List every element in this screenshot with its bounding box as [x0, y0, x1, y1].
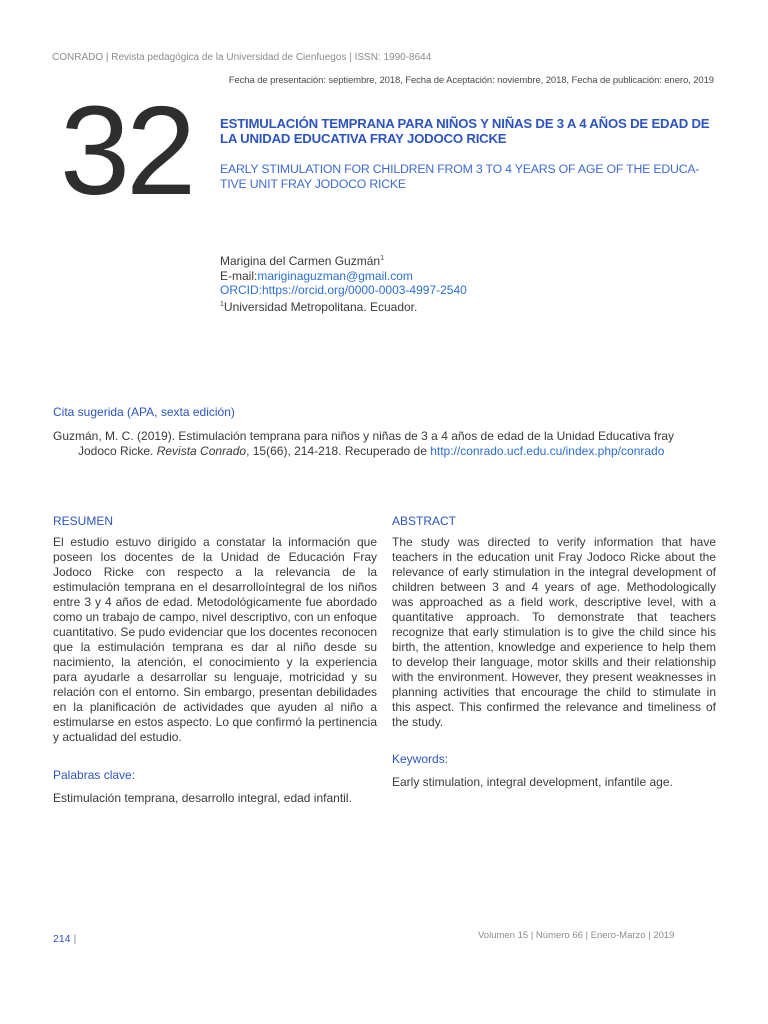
citation-text — [53, 429, 718, 459]
abstract-body: The study was directed to verify information that have teachers in the education unit Fray Jodoco Ricke about the relevance of early stimulation in the integral development of children between 3 and 4 years of age. Methodologically was approached as a field work, descriptive level, with a quantitative approach. To demonstrate that teachers recognize that early stimulation is to give the child since his birth, the attention, knowledge and experience to help them to develop their language, motor skills and their relationship with the environment. However, they present weaknesses in planning activities that encourage the child to stimulate in this aspect. This confirmed the relevance and timeliness of the study. — [392, 535, 716, 729]
title-english: EARLY STIMULATION FOR CHILDREN FROM 3 TO 4 YEARS OF AGE OF THE EDUCA-TIVE UNIT FRAY JODOCO RICKE — [220, 162, 700, 191]
page-number: 214 — [53, 933, 71, 945]
citation-line-2-pre: Jodoco Ricke. — [78, 444, 157, 458]
article-number: 32 — [60, 80, 193, 221]
submission-dates: Fecha de presentación: septiembre, 2018, Fecha de Aceptación: noviembre, 2018, Fecha de publicación: enero, 2019 — [228, 75, 714, 86]
citation-line-2-mid: , 15(66), 214-218. Recuperado de — [246, 444, 431, 458]
keywords-text: Early stimulation, integral development, infantile age. — [392, 775, 673, 789]
author-affiliation-line — [220, 298, 467, 315]
palabras-clave-heading: Palabras clave: — [53, 768, 136, 782]
resumen-body: El estudio estuvo dirigido a constatar la información que poseen los docentes de la Unidad de Educación Fray Jodoco Ricke con respecto a la relevancia de la estimulación temprana en el desarrolloíntegral de los niños entre 3 y 4 años de edad. Metodológicamente fue abordado como un trabajo de campo, nivel descriptivo, con un enfoque cuantitativo. Se pudo evidenciar que los docentes reconocen que la estimulación temprana es dar al niño desde su nacimiento, la atención, el conocimiento y la experiencia para ayudarle a desarrollar su lenguaje, motricidad y su relación con el entorno. Sin embargo, presentan debilidades en la planificación de actividades que ayuden al niño a estimularse en estos aspecto. Lo que confirmó la pertinencia y actualidad del estudio. — [53, 535, 377, 744]
abstract-heading: ABSTRACT — [392, 514, 457, 528]
volume-info: Volumen 15 | Número 66 | Enero-Marzo | 2019 — [478, 930, 675, 941]
citation-journal: Revista Conrado — [156, 444, 247, 458]
author-email-line — [220, 269, 467, 284]
author-orcid-line — [220, 283, 467, 298]
affiliation-sup: 1 — [220, 300, 224, 308]
email-link[interactable]: mariginaguzman@gmail.com — [257, 268, 413, 283]
author-name: Marigina del Carmen Guzmán — [220, 254, 381, 268]
email-label: E-mail: — [220, 268, 258, 283]
orcid-link[interactable] — [220, 283, 467, 297]
author-name-line — [220, 252, 467, 269]
citation-label: Cita sugerida (APA, sexta edición) — [53, 405, 235, 419]
orcid-url: https://orcid.org/0000-0003-4997-2540 — [262, 283, 467, 298]
orcid-label: ORCID: — [220, 283, 262, 298]
affiliation: Universidad Metropolitana. Ecuador. — [223, 299, 418, 314]
journal-header: CONRADO | Revista pedagógica de la Universidad de Cienfuegos | ISSN: 1990-8644 — [52, 52, 432, 63]
page-number-block — [53, 933, 76, 945]
author-name-sup: 1 — [380, 255, 384, 262]
citation-line-2 — [53, 444, 718, 459]
title-spanish: ESTIMULACIÓN TEMPRANA PARA NIÑOS Y NIÑAS DE 3 A 4 AÑOS DE EDAD DE LA UNIDAD EDUCATIVA FRAY JODOCO RICKE — [220, 116, 710, 146]
footer-separator: | — [73, 933, 77, 945]
citation-url-link[interactable]: http://conrado.ucf.edu.cu/index.php/conrado — [430, 444, 665, 458]
citation-line-1: Guzmán, M. C. (2019). Estimulación temprana para niños y niñas de 3 a 4 años de edad de la Unidad Educativa fray — [53, 429, 675, 443]
keywords-heading: Keywords: — [392, 752, 449, 766]
resumen-heading: RESUMEN — [53, 514, 114, 528]
palabras-clave-text: Estimulación temprana, desarrollo integral, edad infantil. — [53, 791, 352, 805]
author-block — [220, 252, 467, 314]
